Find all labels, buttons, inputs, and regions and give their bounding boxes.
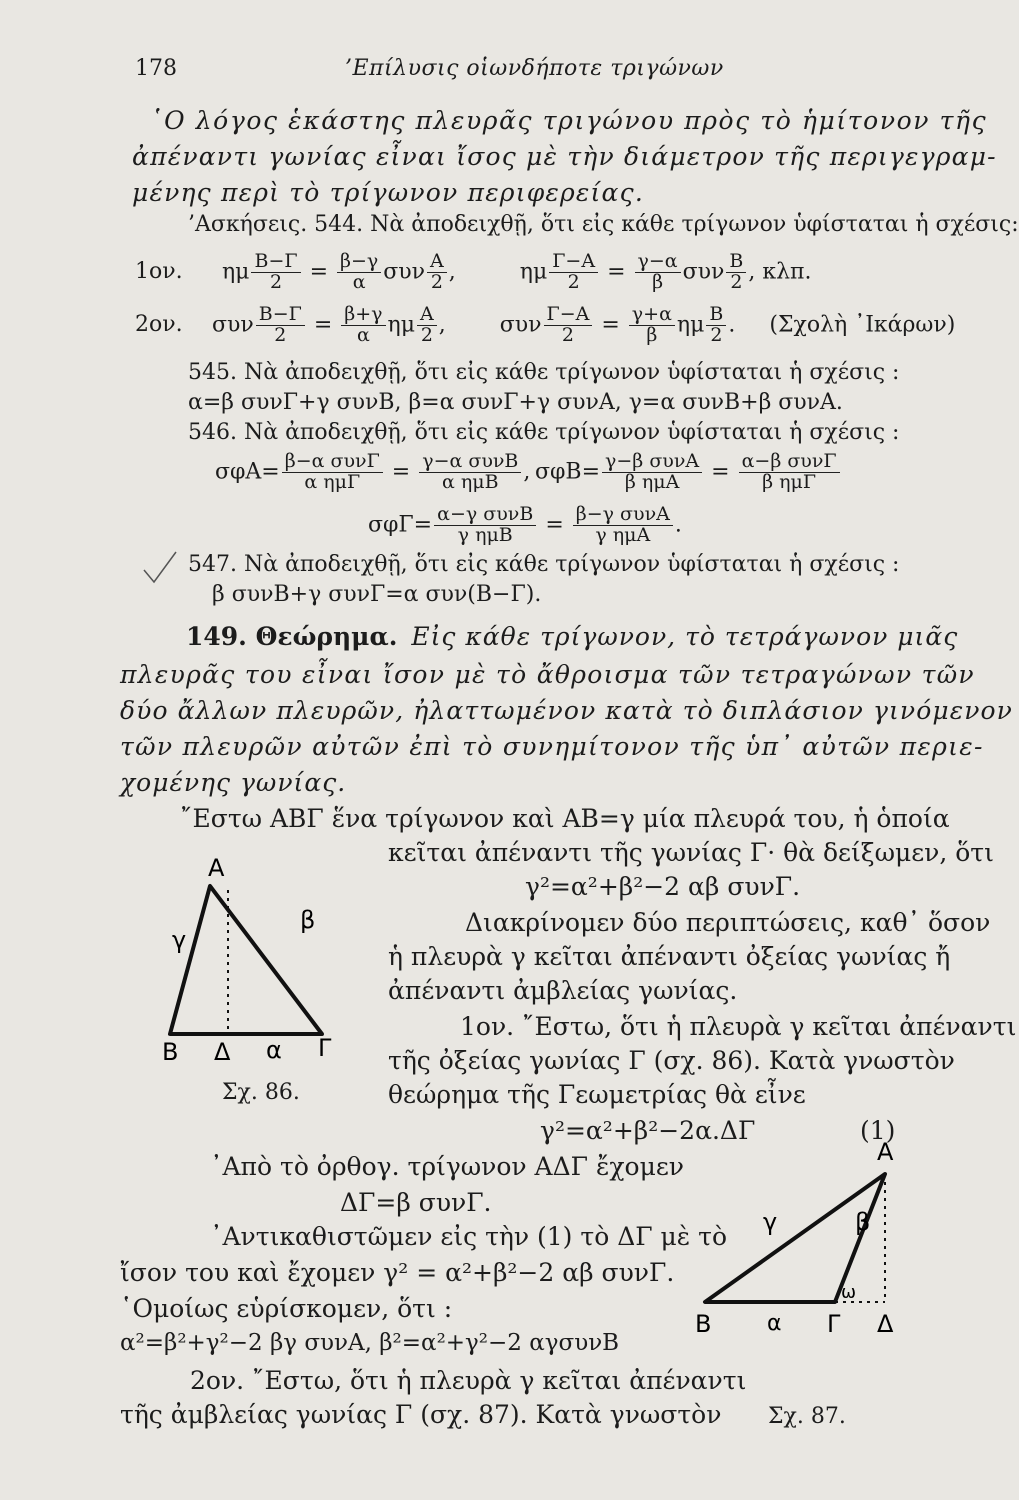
numerator: γ−β συνΑ: [602, 452, 702, 473]
math-text: =: [607, 259, 626, 285]
denominator: 2: [430, 270, 443, 293]
numerator: β+γ: [341, 305, 385, 326]
figure-86-caption: Σχ. 86.: [222, 1080, 300, 1105]
proof-line: ᾽Απὸ τὸ ὀρθογ. τρίγωνον ΑΔΓ ἔχομεν: [210, 1152, 684, 1181]
exercise-545: 545. Νὰ ἀποδειχθῇ, ὅτι εἰς κάθε τρίγωνον ὑφίσταται ἡ σχέσις :: [188, 360, 900, 385]
numerator: Β−Γ: [256, 305, 305, 326]
math-text: σφΓ=: [368, 512, 433, 538]
fraction: [602, 452, 702, 493]
vertex-label-g: Γ: [827, 1310, 841, 1338]
vertex-label-g: Γ: [318, 1034, 332, 1062]
numerator: γ+α: [629, 305, 675, 326]
fraction: [417, 305, 437, 346]
theorem-149-heading: [186, 622, 958, 651]
fraction: [341, 305, 385, 346]
exercise-547-equation: β συνΒ+γ συνΓ=α συν(Β−Γ).: [212, 582, 542, 607]
figure-87-caption: Σχ. 87.: [768, 1404, 846, 1429]
vertex-label-a: A: [208, 854, 225, 882]
math-text: σφΒ=: [535, 459, 601, 485]
numerator: Β−Γ: [251, 252, 300, 273]
theorem-line: χομένης γωνίας.: [120, 768, 347, 797]
numerator: Γ−Α: [549, 252, 598, 273]
cot-a-formula: [215, 452, 530, 493]
denominator: β ημΑ: [624, 470, 680, 493]
side-label-c: γ: [763, 1208, 778, 1236]
numerator: γ−α: [635, 252, 681, 273]
math-text: =: [391, 459, 411, 485]
fraction: [635, 252, 681, 293]
denominator: 2: [269, 270, 283, 293]
proof-line: ῎Εστω ΑΒΓ ἕνα τρίγωνον καὶ ΑΒ=γ μία πλευρά του, ἡ ὁποία: [180, 804, 950, 833]
running-title: ’Επίλυσις οἱωνδήποτε τριγώνων: [345, 56, 724, 81]
proof-line: τῆς ὀξείας γωνίας Γ (σχ. 86). Κατὰ γνωστὸν: [388, 1046, 955, 1075]
exercise-546: 546. Νὰ ἀποδειχθῇ, ὅτι εἰς κάθε τρίγωνον ὑφίσταται ἡ σχέσις :: [188, 420, 900, 445]
theorem-line: ἀπέναντι γωνίας εἶναι ἴσος μὲ τὴν διάμετρον τῆς περιγεγραμ-: [132, 142, 997, 171]
math-text: συν: [682, 259, 725, 285]
math-text: , κλπ.: [748, 259, 812, 285]
math-text: =: [711, 459, 730, 485]
proof-line: θεώρημα τῆς Γεωμετρίας θὰ εἶνε: [388, 1080, 806, 1109]
fraction: [573, 505, 673, 546]
numerator: β−α συνΓ: [282, 452, 383, 473]
proof-line: ᾽Αντικαθιστῶμεν εἰς τὴν (1) τὸ ΔΓ μὲ τὸ: [210, 1222, 728, 1251]
denominator: α: [356, 323, 370, 346]
math-text: ,: [523, 459, 531, 485]
proof-line: ῾Ομοίως εὑρίσκομεν, ὅτι :: [120, 1294, 453, 1323]
proof-line: τῆς ἀμβλείας γωνίας Γ (σχ. 87). Κατὰ γνωστὸν: [120, 1400, 722, 1429]
math-text: ημ: [676, 312, 705, 338]
denominator: α ημΒ: [442, 470, 499, 493]
math-text: σφΑ=: [215, 459, 280, 485]
numerator: Β: [726, 252, 746, 273]
numerator: α−γ συνΒ: [434, 505, 536, 526]
source-note: (Σχολὴ ᾽Ικάρων): [769, 312, 956, 338]
math-text: ημ: [222, 259, 250, 285]
math-text: ημ: [519, 259, 548, 285]
theorem-line: πλευρᾶς του εἶναι ἴσον μὲ τὸ ἄθροισμα τῶν τετραγώνων τῶν: [120, 660, 975, 689]
angle-label-w: ω: [841, 1282, 857, 1303]
numerator: Γ−Α: [544, 305, 593, 326]
figure-87: [695, 1130, 925, 1360]
numerator: β−γ: [337, 252, 381, 273]
theorem-line: Εἰς κάθε τρίγωνον, τὸ τετράγωνον μιᾶς: [411, 622, 959, 651]
math-text: =: [309, 259, 328, 285]
fraction: [427, 252, 447, 293]
proof-line: γ²=α²+β²−2 αβ συνΓ.: [525, 872, 801, 901]
math-text: ,: [438, 312, 446, 338]
denominator: β: [652, 270, 664, 293]
math-text: =: [601, 312, 620, 338]
theorem-line: δύο ἄλλων πλευρῶν, ἠλαττωμένον κατὰ τὸ διπλάσιον γινόμενον: [120, 696, 1013, 725]
denominator: 2: [420, 323, 433, 346]
fraction: [726, 252, 746, 293]
denominator: 2: [274, 323, 287, 346]
denominator: α ημΓ: [304, 470, 361, 493]
fraction: [251, 252, 300, 293]
fraction: [629, 305, 675, 346]
fraction: [739, 452, 840, 493]
row-label: 1ον.: [135, 259, 183, 285]
denominator: γ ημΑ: [595, 523, 651, 546]
fraction: [549, 252, 598, 293]
math-text: ημ: [387, 312, 416, 338]
proof-line: ἴσον του καὶ ἔχομεν γ² = α²+β²−2 αβ συνΓ.: [120, 1258, 675, 1287]
proof-line: Διακρίνομεν δύο περιπτώσεις, καθ᾽ ὅσον: [465, 908, 991, 937]
check-mark-icon: [140, 548, 180, 588]
proof-line: 2ον. ῎Εστω, ὅτι ἡ πλευρὰ γ κεῖται ἀπέναντι: [190, 1366, 747, 1395]
theorem-line: τῶν πλευρῶν αὐτῶν ἐπὶ τὸ συνημίτονον τῆς ὑπ᾽ αὐτῶν περιε-: [120, 732, 984, 761]
proof-line: ΔΓ=β συνΓ.: [340, 1188, 492, 1217]
fraction: [434, 505, 536, 546]
math-text: =: [545, 512, 564, 538]
side-label-b: β: [300, 906, 316, 934]
exercise-544-intro: ’Ασκήσεις. 544. Νὰ ἀποδειχθῇ, ὅτι εἰς κάθε τρίγωνον ὑφίσταται ἡ σχέσις:: [188, 212, 1019, 237]
theorem-line: μένης περὶ τὸ τρίγωνον περιφερείας.: [132, 178, 644, 207]
math-text: .: [674, 512, 682, 538]
math-text: συν: [383, 259, 426, 285]
figure-86: [150, 848, 350, 1068]
triangle-abg: [705, 1174, 885, 1302]
math-text: ,: [448, 259, 456, 285]
numerator: β−γ συνΑ: [573, 505, 673, 526]
fraction: [544, 305, 593, 346]
math-text: συν: [499, 312, 542, 338]
page-number: 178: [135, 56, 177, 81]
proof-line: 1ον. ῎Εστω, ὅτι ἡ πλευρὰ γ κεῖται ἀπέναντι: [460, 1012, 1017, 1041]
proof-line: κεῖται ἀπέναντι τῆς γωνίας Γ· θὰ δείξωμεν, ὅτι: [388, 838, 994, 867]
numerator: Α: [417, 305, 437, 326]
side-label-a: α: [767, 1311, 782, 1336]
numerator: α−β συνΓ: [739, 452, 840, 473]
denominator: α: [352, 270, 366, 293]
proof-line: γ²=α²+β²−2α.ΔΓ: [540, 1116, 756, 1145]
fraction: [419, 452, 521, 493]
proof-line: α²=β²+γ²−2 βγ συνΑ, β²=α²+γ²−2 αγσυνΒ: [120, 1330, 620, 1356]
vertex-label-a: A: [877, 1138, 894, 1166]
exercise-544-row-2: [135, 305, 955, 346]
denominator: β ημΓ: [762, 470, 817, 493]
exercise-544-row-1: [135, 252, 812, 293]
exercise-545-equations: α=β συνΓ+γ συνΒ, β=α συνΓ+γ συνΑ, γ=α συνΒ+β συνΑ.: [188, 390, 843, 415]
fraction: [337, 252, 381, 293]
denominator: 2: [730, 270, 743, 293]
fraction: [706, 305, 726, 346]
vertex-label-b: B: [162, 1038, 179, 1066]
side-label-c: γ: [172, 926, 187, 954]
side-label-b: β: [855, 1208, 871, 1236]
numerator: γ−α συνΒ: [419, 452, 521, 473]
fraction: [282, 452, 383, 493]
math-text: =: [313, 312, 333, 338]
vertex-label-d: Δ: [877, 1310, 894, 1338]
denominator: 2: [561, 323, 574, 346]
exercise-547: 547. Νὰ ἀποδειχθῇ, ὅτι εἰς κάθε τρίγωνον ὑφίσταται ἡ σχέσις :: [188, 552, 900, 577]
math-text: συν: [212, 312, 254, 338]
theorem-line: ῾Ο λόγος ἑκάστης πλευρᾶς τριγώνου πρὸς τὸ ἡμίτονον τῆς: [150, 106, 988, 135]
row-label: 2ον.: [135, 312, 183, 338]
numerator: Β: [706, 305, 726, 326]
cot-g-formula: [368, 505, 682, 546]
fraction: [256, 305, 305, 346]
denominator: 2: [710, 323, 723, 346]
numerator: Α: [427, 252, 447, 273]
proof-line: ἡ πλευρὰ γ κεῖται ἀπέναντι ὀξείας γωνίας ἤ: [388, 942, 951, 971]
vertex-label-d: Δ: [214, 1038, 231, 1066]
math-text: .: [728, 312, 736, 338]
vertex-label-b: B: [695, 1310, 712, 1338]
proof-line: ἀπέναντι ἀμβλείας γωνίας.: [388, 976, 738, 1005]
equation-number: (1): [860, 1116, 896, 1145]
theorem-heading: 149. Θεώρημα.: [186, 622, 398, 651]
side-label-a: α: [266, 1036, 282, 1064]
cot-b-formula: [535, 452, 842, 493]
denominator: γ ημΒ: [457, 523, 513, 546]
denominator: 2: [567, 270, 580, 293]
denominator: β: [646, 323, 658, 346]
